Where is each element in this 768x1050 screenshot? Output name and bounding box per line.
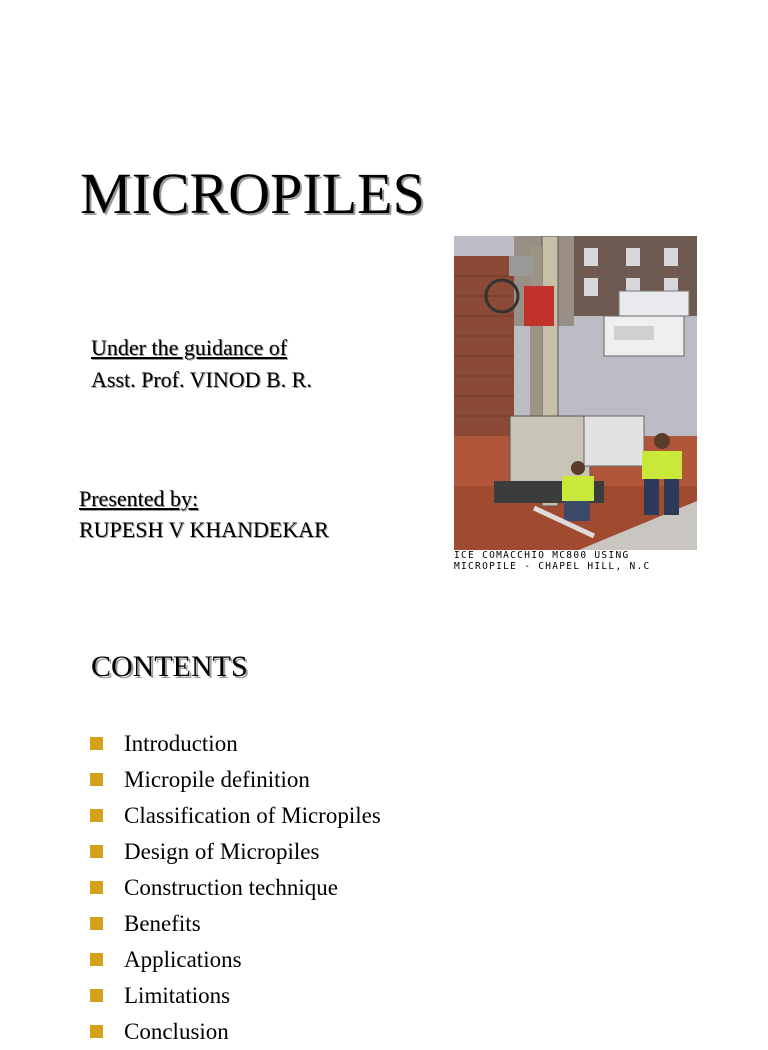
- list-item: Conclusion: [90, 1014, 381, 1050]
- presenter-name: RUPESH V KHANDEKAR: [79, 517, 329, 542]
- square-bullet-icon: [90, 953, 103, 966]
- list-item: Benefits: [90, 906, 381, 942]
- list-item: Introduction: [90, 726, 381, 762]
- square-bullet-icon: [90, 809, 103, 822]
- list-item: Applications: [90, 942, 381, 978]
- guide-name: Asst. Prof. VINOD B. R.: [91, 367, 312, 392]
- square-bullet-icon: [90, 989, 103, 1002]
- list-item: Limitations: [90, 978, 381, 1014]
- drilling-rig-illustration: [454, 236, 697, 552]
- square-bullet-icon: [90, 773, 103, 786]
- guidance-heading: Under the guidance of: [91, 335, 288, 360]
- square-bullet-icon: [90, 845, 103, 858]
- square-bullet-icon: [90, 1025, 103, 1038]
- presented-by-heading: Presented by:: [79, 486, 199, 511]
- list-item: Design of Micropiles: [90, 834, 381, 870]
- contents-slide: [0, 610, 768, 1044]
- list-item: Classification of Micropiles: [90, 798, 381, 834]
- list-item: Micropile definition: [90, 762, 381, 798]
- square-bullet-icon: [90, 881, 103, 894]
- square-bullet-icon: [90, 737, 103, 750]
- square-bullet-icon: [90, 917, 103, 930]
- drilling-rig-photo: [454, 236, 697, 552]
- list-item: Construction technique: [90, 870, 381, 906]
- slide-title: MICROPILES: [80, 161, 425, 226]
- contents-list: [90, 726, 381, 1050]
- contents-title: CONTENTS: [91, 650, 248, 683]
- photo-caption: ICE COMACCHIO MC800 USING MICROPILE - CHAPEL HILL, N.C: [454, 550, 697, 572]
